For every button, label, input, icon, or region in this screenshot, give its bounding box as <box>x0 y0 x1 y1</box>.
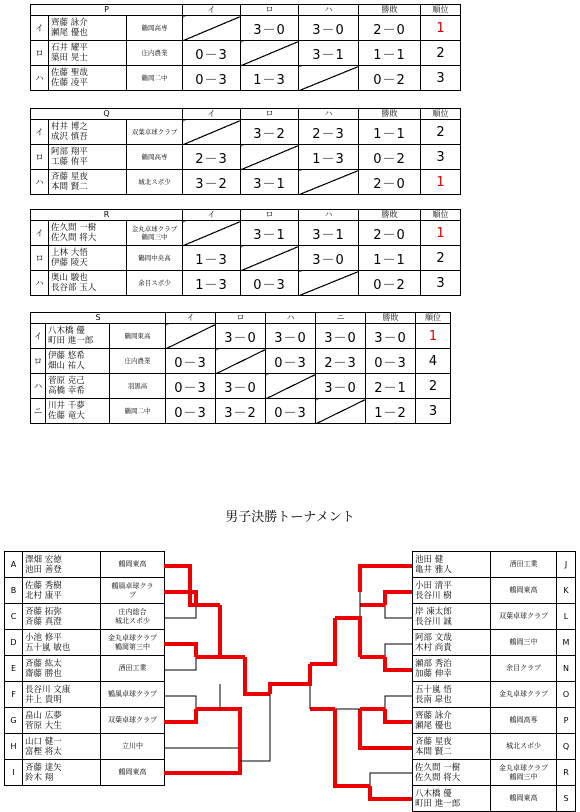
col-rank: 順位 <box>416 313 451 324</box>
table-row <box>31 399 451 424</box>
entry-label: S <box>557 786 576 812</box>
win-loss: 1－1 <box>359 120 421 145</box>
cell-line: 双葉卓球クラブ <box>499 612 548 620</box>
col-wl: 勝敗 <box>359 5 421 16</box>
win-loss: 2－0 <box>359 170 421 195</box>
cell-line: 瀬部 秀治 <box>415 658 452 669</box>
header-row <box>31 210 461 221</box>
row-mark: ロ <box>31 349 46 374</box>
match-score: 3－1 <box>241 221 299 246</box>
rank: 2 <box>421 41 461 66</box>
player-names <box>49 145 127 170</box>
win-loss: 0－2 <box>359 66 421 91</box>
match-score: 3－0 <box>299 246 359 271</box>
rank: 3 <box>421 145 461 170</box>
match-score: 3－0 <box>316 324 366 349</box>
player-names <box>49 271 127 296</box>
table-row <box>31 170 461 195</box>
cell-line: 成沢 慎吾 <box>51 132 88 142</box>
cell-line: 鶴岡東高 <box>118 768 147 776</box>
cell-line: 城北スポ少 <box>115 616 150 625</box>
rank: 1 <box>421 170 461 195</box>
cell-line: 斉藤 真澄 <box>25 616 62 627</box>
cell-line: 山口 健一 <box>25 736 62 747</box>
match-score: 0－3 <box>183 41 241 66</box>
winner-line <box>335 618 360 657</box>
rank: 2 <box>421 246 461 271</box>
match-score: 3－0 <box>266 324 316 349</box>
match-score: 0－3 <box>183 66 241 91</box>
col-rank: 順位 <box>421 109 461 120</box>
club-name <box>127 221 183 246</box>
cell-line: 工藤 侑平 <box>51 157 88 167</box>
match-score: 3－1 <box>241 170 299 195</box>
match-score: 0－3 <box>166 349 216 374</box>
self-cell <box>183 120 241 145</box>
match-score: 0－3 <box>266 399 316 424</box>
match-score: 0－3 <box>166 374 216 399</box>
row-mark: イ <box>31 324 46 349</box>
cell-line: 池田 健 <box>415 554 444 565</box>
club-name: 鶴岡中央高 <box>127 246 183 271</box>
bracket-line <box>385 605 412 618</box>
club-name: 羽黒高 <box>110 374 166 399</box>
col-opponent: イ <box>183 5 241 16</box>
match-score: 0－3 <box>266 349 316 374</box>
winner-line <box>164 566 190 592</box>
club-name: 双葉卓球クラブ <box>127 120 183 145</box>
match-score: 3－2 <box>183 170 241 195</box>
match-score: 3－0 <box>299 16 359 41</box>
winner-line <box>220 709 240 761</box>
club-name: 鶴岡二中 <box>127 66 183 91</box>
col-opponent: ニ <box>316 313 366 324</box>
league-table-r <box>30 209 461 296</box>
col-opponent: ハ <box>299 5 359 16</box>
win-loss: 3－0 <box>366 324 416 349</box>
bracket-line <box>164 696 196 709</box>
cell-line: 瀬尾 優也 <box>415 720 452 731</box>
winner-line <box>360 566 412 592</box>
self-cell <box>166 324 216 349</box>
cell-line: 長谷川 誠 <box>415 616 452 627</box>
cell-line: 城北スポ少 <box>506 742 541 750</box>
self-cell <box>216 349 266 374</box>
rank: 1 <box>421 16 461 41</box>
entry-label: E <box>5 656 23 682</box>
cell-line: 鶴岡第三中 <box>115 642 150 651</box>
cell-line: 長谷部 玉人 <box>51 283 97 293</box>
match-score: 2－3 <box>316 349 366 374</box>
winner-line <box>164 709 196 722</box>
cell-line: 町田 進一郎 <box>415 798 461 809</box>
table-row <box>31 120 461 145</box>
entry-label: K <box>557 578 576 604</box>
match-score: 2－3 <box>183 145 241 170</box>
cell-line: 富樫 将太 <box>25 746 62 757</box>
row-mark: イ <box>31 120 49 145</box>
player-names <box>49 221 127 246</box>
rank: 3 <box>416 399 451 424</box>
self-cell <box>299 66 359 91</box>
cell-line: 畑山 祐人 <box>48 361 85 371</box>
win-loss: 0－2 <box>359 271 421 296</box>
winner-line <box>310 618 335 664</box>
group-label: P <box>31 5 183 16</box>
cell-line: 長谷川 樹 <box>415 590 452 601</box>
cell-line: 斉藤 達矢 <box>25 762 62 773</box>
winner-line <box>220 605 245 657</box>
entry-label: L <box>557 604 576 630</box>
cell-line: 金丸卓球クラブ <box>131 225 178 233</box>
match-score: 1－3 <box>183 271 241 296</box>
row-mark: ニ <box>31 399 46 424</box>
cell-line: 酒田工業 <box>118 664 147 672</box>
club-name: 鶴岡東高 <box>110 324 166 349</box>
rank: 3 <box>421 66 461 91</box>
match-score: 0－3 <box>241 271 299 296</box>
table-row <box>31 66 461 91</box>
cell-line: 長谷川 文康 <box>25 684 71 695</box>
col-opponent: ハ <box>299 210 359 221</box>
col-rank: 順位 <box>421 210 461 221</box>
club-name: 鶴岡高専 <box>127 16 183 41</box>
entry-label: D <box>5 630 23 656</box>
cell-line: 鶴風卓球クラブ <box>108 690 157 698</box>
self-cell <box>183 16 241 41</box>
match-score: 3－2 <box>241 120 299 145</box>
winner-line <box>370 786 412 799</box>
cell-line: 佐藤 凌平 <box>51 78 88 88</box>
col-opponent: イ <box>166 313 216 324</box>
cell-line: 伊藤 悠希 <box>48 351 85 361</box>
cell-line: 鶴岡東高 <box>509 794 538 802</box>
cell-line: 五十嵐 敏也 <box>25 642 71 653</box>
bracket-line <box>385 644 412 657</box>
cell-line: 五十嵐 悟 <box>415 684 452 695</box>
cell-line: 長南 皐也 <box>415 694 452 705</box>
group-label: Q <box>31 109 183 120</box>
bracket-line <box>385 696 412 709</box>
cell-line: 金丸卓球クラブ <box>499 690 548 698</box>
bracket-lines <box>0 540 580 812</box>
cell-line: 木村 尚貴 <box>415 642 452 653</box>
col-opponent: ロ <box>241 5 299 16</box>
cell-line: 井上 貴明 <box>25 694 62 705</box>
table-row <box>31 349 451 374</box>
match-score: 1－3 <box>299 145 359 170</box>
cell-line: 佐藤 秀樹 <box>25 580 62 591</box>
self-cell <box>266 374 316 399</box>
entry-label: B <box>5 578 23 604</box>
row-mark: ハ <box>31 374 46 399</box>
cell-line: 池田 善登 <box>25 564 62 575</box>
win-loss: 1－1 <box>359 41 421 66</box>
cell-line: 金丸卓球クラブ <box>499 763 548 772</box>
winner-line <box>385 592 412 605</box>
winner-line <box>270 684 292 694</box>
group-label: S <box>31 313 166 324</box>
cell-line: 齋藤 勝也 <box>25 668 62 679</box>
match-score: 3－1 <box>299 41 359 66</box>
cell-line: 阿部 翔平 <box>51 147 88 157</box>
self-cell <box>241 145 299 170</box>
club-name: 鶴岡二中 <box>110 399 166 424</box>
col-wl: 勝敗 <box>359 210 421 221</box>
match-score: 3－0 <box>316 374 366 399</box>
col-opponent: ハ <box>299 109 359 120</box>
win-loss: 1－1 <box>359 246 421 271</box>
club-name: 庄内農業 <box>110 349 166 374</box>
col-opponent: ハ <box>266 313 316 324</box>
cell-line: 齊藤 詠介 <box>415 710 452 721</box>
league-table-q <box>30 108 461 195</box>
col-opponent: ロ <box>241 210 299 221</box>
winner-line <box>385 709 412 722</box>
bracket-line <box>240 694 270 761</box>
winner-line <box>292 664 310 684</box>
cell-line: 齊藤 詠介 <box>51 18 88 28</box>
cell-line: 川井 千夢 <box>48 401 85 411</box>
row-mark: イ <box>31 16 49 41</box>
table-row <box>31 16 461 41</box>
winner-line <box>164 761 240 773</box>
win-loss: 2－1 <box>366 374 416 399</box>
cell-line: 鈴木 翔 <box>25 772 54 783</box>
col-opponent: イ <box>183 210 241 221</box>
cell-line: 畠山 広夢 <box>25 710 62 721</box>
winner-line <box>164 644 196 657</box>
rank: 3 <box>421 271 461 296</box>
cell-line: 菅原 大生 <box>25 720 62 731</box>
cell-line: 斉藤 星夜 <box>415 736 452 747</box>
entry-label: A <box>5 552 23 578</box>
match-score: 1－3 <box>183 246 241 271</box>
player-names <box>46 399 110 424</box>
row-mark: ハ <box>31 271 49 296</box>
match-score: 2－3 <box>299 120 359 145</box>
cell-line: 八木橋 優 <box>415 788 452 799</box>
cell-line: ブ <box>129 590 136 599</box>
cell-line: 村井 博之 <box>51 122 88 132</box>
club-name: 城北スポ少 <box>127 170 183 195</box>
rank: 2 <box>421 120 461 145</box>
cell-line: 亀井 雅人 <box>415 564 452 575</box>
cell-line: 本間 賢二 <box>51 182 88 192</box>
col-rank: 順位 <box>421 5 461 16</box>
club-name: 庄内農業 <box>127 41 183 66</box>
self-cell <box>183 221 241 246</box>
league-table-p <box>30 4 461 91</box>
entry-label: N <box>557 656 576 682</box>
header-row <box>31 313 451 324</box>
cell-line: 佐久間 将大 <box>415 772 461 783</box>
entry-label: M <box>557 630 576 656</box>
self-cell <box>241 246 299 271</box>
row-mark: ロ <box>31 41 49 66</box>
win-loss: 1－2 <box>366 399 416 424</box>
cell-line: 斉藤 星夜 <box>51 172 88 182</box>
entry-label: P <box>557 708 576 734</box>
rank: 1 <box>421 221 461 246</box>
cell-line: 石井 耀平 <box>51 43 88 53</box>
col-wl: 勝敗 <box>366 313 416 324</box>
cell-line: 鶴岡三中 <box>509 772 538 781</box>
entry-label: I <box>5 760 23 786</box>
match-score: 3－0 <box>241 16 299 41</box>
col-opponent: イ <box>183 109 241 120</box>
cell-line: 余目クラブ <box>506 664 541 672</box>
cell-line: 小池 修平 <box>25 632 62 643</box>
bracket-line <box>164 748 240 761</box>
player-names <box>49 41 127 66</box>
player-names <box>46 324 110 349</box>
cell-line: 北村 康平 <box>25 590 62 601</box>
bracket-line <box>164 657 196 670</box>
row-mark: ロ <box>31 145 49 170</box>
cell-line: 高橋 幸希 <box>48 386 85 396</box>
entry-label: H <box>5 734 23 760</box>
table-row <box>31 41 461 66</box>
cell-line: 澤畑 宏徳 <box>25 554 62 565</box>
cell-line: 奥山 駿也 <box>51 273 88 283</box>
header-row <box>31 109 461 120</box>
table-row <box>31 324 451 349</box>
cell-line: 鶴風卓球クラ <box>111 581 154 590</box>
tournament-title: 男子決勝トーナメント <box>225 510 355 525</box>
table-row <box>31 145 461 170</box>
entry-label: F <box>5 682 23 708</box>
cell-line: 菅原 克己 <box>48 376 85 386</box>
match-score: 3－0 <box>216 324 266 349</box>
cell-line: 佐藤 竜大 <box>48 411 85 421</box>
winner-line <box>245 657 270 694</box>
player-names <box>49 16 127 41</box>
self-cell <box>241 41 299 66</box>
winner-line <box>385 657 412 670</box>
cell-line: 鶴岡三中 <box>141 233 168 241</box>
self-cell <box>316 399 366 424</box>
row-mark: ロ <box>31 246 49 271</box>
cell-line: 小田 清平 <box>415 580 452 591</box>
cell-line: 佐藤 聖哉 <box>51 68 88 78</box>
group-label: R <box>31 210 183 221</box>
match-score: 0－3 <box>166 399 216 424</box>
entry-label: O <box>557 682 576 708</box>
entry-label: R <box>557 760 576 786</box>
player-names <box>46 374 110 399</box>
table-row <box>31 221 461 246</box>
entry-label: C <box>5 604 23 630</box>
row-mark: イ <box>31 221 49 246</box>
cell-line: 伊藤 陵天 <box>51 258 88 268</box>
cell-line: 庄内総合 <box>118 607 147 616</box>
header-row <box>31 5 461 16</box>
cell-line: 鶴岡東高 <box>118 560 147 568</box>
rank: 4 <box>416 349 451 374</box>
table-row <box>31 246 461 271</box>
match-score: 3－0 <box>216 374 266 399</box>
player-names <box>49 66 127 91</box>
entry-label: G <box>5 708 23 734</box>
rank: 2 <box>416 374 451 399</box>
club-name: 鶴岡高専 <box>127 145 183 170</box>
cell-line: 佐久間 一樹 <box>415 762 461 773</box>
cell-line: 鶴岡三中 <box>509 638 538 646</box>
rank: 1 <box>416 324 451 349</box>
match-score: 3－1 <box>299 221 359 246</box>
cell-line: 斉藤 紘太 <box>25 658 62 669</box>
player-names <box>49 170 127 195</box>
row-mark: ハ <box>31 66 49 91</box>
entry-label: Q <box>557 734 576 760</box>
cell-line: 加藤 伸幸 <box>415 668 452 679</box>
cell-line: 築田 晃士 <box>51 53 88 63</box>
cell-line: 岸 凍太郎 <box>415 606 452 617</box>
cell-line: 斉藤 拓弥 <box>25 606 62 617</box>
self-cell <box>299 170 359 195</box>
cell-line: 鶴岡東高 <box>509 586 538 594</box>
cell-line: 佐久間 将大 <box>51 233 97 243</box>
club-name: 余目スポ少 <box>127 271 183 296</box>
match-score: 3－2 <box>216 399 266 424</box>
cell-line: 金丸卓球クラブ <box>108 633 157 642</box>
win-loss: 0－3 <box>366 349 416 374</box>
player-names <box>49 246 127 271</box>
col-wl: 勝敗 <box>359 109 421 120</box>
entry-label: J <box>557 552 576 578</box>
win-loss: 2－0 <box>359 16 421 41</box>
cell-line: 瀬尾 優也 <box>51 28 88 38</box>
win-loss: 0－2 <box>359 145 421 170</box>
player-names <box>49 120 127 145</box>
cell-line: 八木橋 優 <box>48 326 85 336</box>
cell-line: 酒田工業 <box>509 560 538 568</box>
cell-line: 鶴岡高専 <box>509 716 538 724</box>
self-cell <box>299 271 359 296</box>
cell-line: 阿部 文哉 <box>415 632 452 643</box>
cell-line: 町田 進一郎 <box>48 336 94 346</box>
cell-line: 双葉卓球クラブ <box>108 716 157 724</box>
match-score: 1－3 <box>241 66 299 91</box>
table-row <box>31 374 451 399</box>
bracket-line <box>370 773 412 786</box>
league-table-s <box>30 312 451 424</box>
col-opponent: ロ <box>241 109 299 120</box>
col-opponent: ロ <box>216 313 266 324</box>
cell-line: 立川中 <box>122 742 143 750</box>
bracket-line <box>335 592 360 618</box>
cell-line: 本間 賢二 <box>415 746 452 757</box>
table-row <box>31 271 461 296</box>
row-mark: ハ <box>31 170 49 195</box>
player-names <box>46 349 110 374</box>
cell-line: 佐久間 一樹 <box>51 223 97 233</box>
win-loss: 2－0 <box>359 221 421 246</box>
cell-line: 上林 大悟 <box>51 248 88 258</box>
